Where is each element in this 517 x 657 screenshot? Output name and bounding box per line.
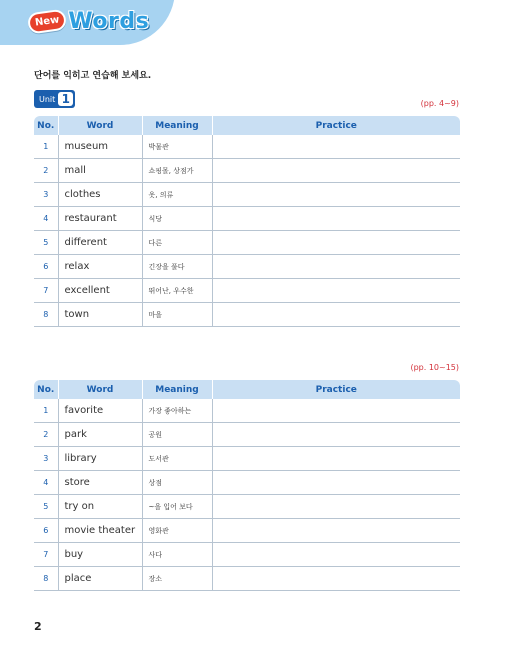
row-number: 7: [34, 279, 58, 303]
row-number: 5: [34, 231, 58, 255]
meaning-cell: 공원: [142, 423, 212, 447]
practice-cell[interactable]: [212, 471, 460, 495]
table-row: [34, 495, 460, 519]
word-cell: relax: [58, 255, 142, 279]
word-cell: place: [58, 567, 142, 591]
row-number: 3: [34, 183, 58, 207]
vocab-table-1: [34, 116, 460, 327]
unit-number: 1: [58, 92, 73, 106]
page-title: Words: [68, 9, 150, 34]
practice-cell[interactable]: [212, 255, 460, 279]
practice-cell[interactable]: [212, 399, 460, 423]
row-number: 8: [34, 567, 58, 591]
word-cell: museum: [58, 135, 142, 159]
table-row: [34, 303, 460, 327]
meaning-cell: 옷, 의류: [142, 183, 212, 207]
row-number: 8: [34, 303, 58, 327]
word-cell: restaurant: [58, 207, 142, 231]
table-header-row: [34, 116, 460, 135]
meaning-cell: 쇼핑몰, 상점가: [142, 159, 212, 183]
page-number: 2: [34, 620, 42, 633]
word-cell: buy: [58, 543, 142, 567]
table-row: [34, 519, 460, 543]
row-number: 4: [34, 471, 58, 495]
table-header-row: [34, 380, 460, 399]
practice-cell[interactable]: [212, 519, 460, 543]
meaning-cell: 사다: [142, 543, 212, 567]
col-header-meaning: Meaning: [142, 116, 212, 135]
practice-cell[interactable]: [212, 543, 460, 567]
meaning-cell: 뛰어난, 우수한: [142, 279, 212, 303]
row-number: 6: [34, 255, 58, 279]
practice-cell[interactable]: [212, 303, 460, 327]
row-number: 1: [34, 135, 58, 159]
row-number: 7: [34, 543, 58, 567]
row-number: 4: [34, 207, 58, 231]
meaning-cell: ~을 입어 보다: [142, 495, 212, 519]
practice-cell[interactable]: [212, 183, 460, 207]
word-cell: library: [58, 447, 142, 471]
table-row: [34, 399, 460, 423]
word-cell: different: [58, 231, 142, 255]
table-row: [34, 279, 460, 303]
col-header-no: No.: [34, 380, 58, 399]
table-row: [34, 159, 460, 183]
practice-cell[interactable]: [212, 279, 460, 303]
table-row: [34, 207, 460, 231]
col-header-practice: Practice: [212, 116, 460, 135]
word-cell: try on: [58, 495, 142, 519]
word-cell: park: [58, 423, 142, 447]
practice-cell[interactable]: [212, 495, 460, 519]
word-cell: favorite: [58, 399, 142, 423]
word-cell: movie theater: [58, 519, 142, 543]
table-row: [34, 543, 460, 567]
table-row: [34, 231, 460, 255]
header-title-group: [28, 9, 149, 34]
row-number: 5: [34, 495, 58, 519]
meaning-cell: 긴장을 풀다: [142, 255, 212, 279]
new-badge: New: [27, 8, 68, 34]
word-cell: store: [58, 471, 142, 495]
table-row: [34, 567, 460, 591]
col-header-practice: Practice: [212, 380, 460, 399]
table-row: [34, 135, 460, 159]
word-cell: town: [58, 303, 142, 327]
unit-tag: [34, 90, 75, 108]
practice-cell[interactable]: [212, 447, 460, 471]
row-number: 1: [34, 399, 58, 423]
vocab-table-2: [34, 380, 460, 591]
row-number: 3: [34, 447, 58, 471]
practice-cell[interactable]: [212, 207, 460, 231]
meaning-cell: 가장 좋아하는: [142, 399, 212, 423]
word-cell: clothes: [58, 183, 142, 207]
page-range-1: (pp. 4~9): [420, 99, 459, 108]
table-row: [34, 471, 460, 495]
meaning-cell: 장소: [142, 567, 212, 591]
practice-cell[interactable]: [212, 231, 460, 255]
page-range-2: (pp. 10~15): [410, 363, 459, 372]
col-header-no: No.: [34, 116, 58, 135]
meaning-cell: 영화관: [142, 519, 212, 543]
practice-cell[interactable]: [212, 159, 460, 183]
row-number: 6: [34, 519, 58, 543]
practice-cell[interactable]: [212, 567, 460, 591]
meaning-cell: 마을: [142, 303, 212, 327]
meaning-cell: 상점: [142, 471, 212, 495]
meaning-cell: 박물관: [142, 135, 212, 159]
table-row: [34, 447, 460, 471]
unit-label: Unit: [39, 94, 56, 104]
table-row: [34, 255, 460, 279]
meaning-cell: 도서관: [142, 447, 212, 471]
col-header-word: Word: [58, 380, 142, 399]
table-row: [34, 423, 460, 447]
meaning-cell: 식당: [142, 207, 212, 231]
word-cell: mall: [58, 159, 142, 183]
col-header-word: Word: [58, 116, 142, 135]
table-row: [34, 183, 460, 207]
practice-cell[interactable]: [212, 423, 460, 447]
instruction-text: 단어를 익히고 연습해 보세요.: [34, 71, 152, 81]
col-header-meaning: Meaning: [142, 380, 212, 399]
word-cell: excellent: [58, 279, 142, 303]
row-number: 2: [34, 423, 58, 447]
practice-cell[interactable]: [212, 135, 460, 159]
meaning-cell: 다른: [142, 231, 212, 255]
row-number: 2: [34, 159, 58, 183]
